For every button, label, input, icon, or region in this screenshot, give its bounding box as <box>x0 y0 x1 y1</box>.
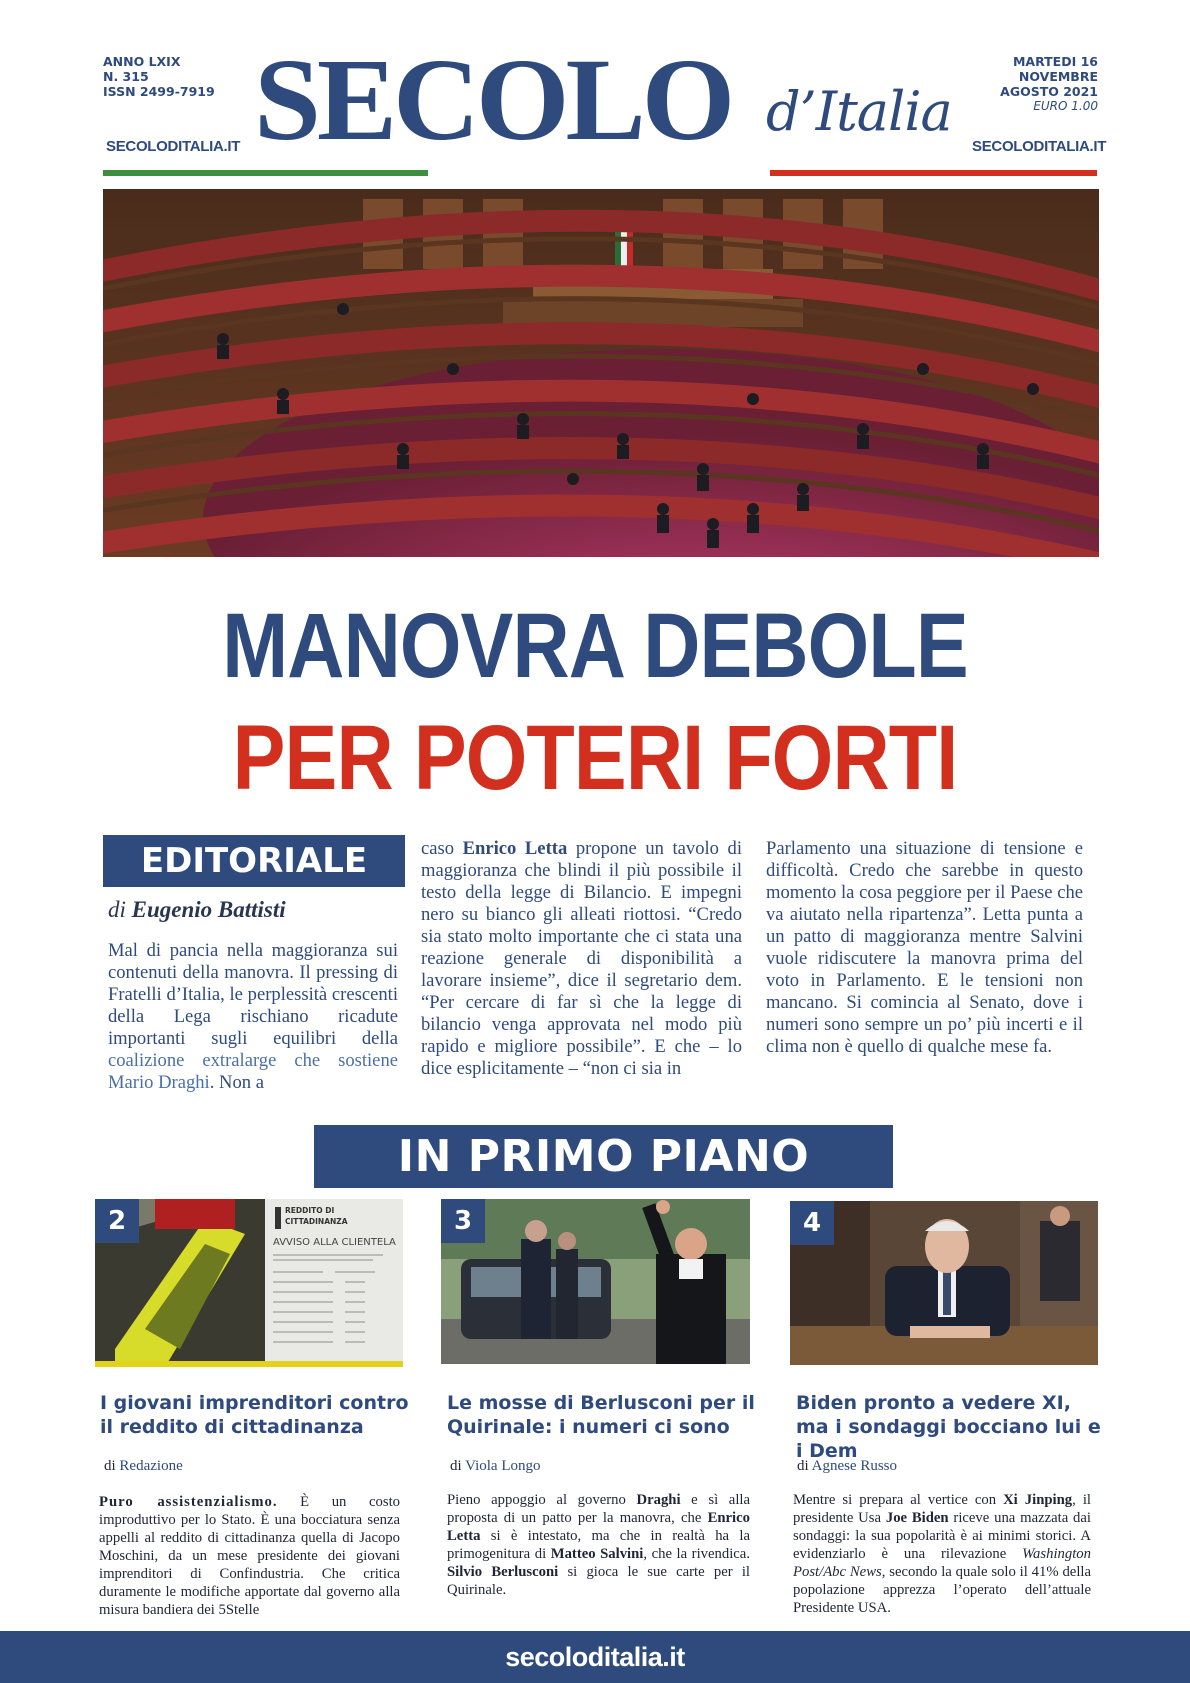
card-3-text-e: si gioca le sue carte per il Quirinale. <box>447 1564 750 1598</box>
date-month: NOVEMBRE <box>1018 69 1098 84</box>
card-3-text-a: Pieno appoggio al governo <box>447 1492 637 1508</box>
primo-piano-tag: IN PRIMO PIANO <box>314 1125 893 1188</box>
issue-year: ANNO LXIX <box>103 54 181 69</box>
card-3-by-prefix: di <box>450 1458 462 1474</box>
card-4-author: Agnese Russo <box>811 1458 898 1474</box>
headline-line-2: PER POTERI FORTI <box>232 707 958 809</box>
card-2-title[interactable]: I giovani imprenditori contro il reddito di cittadinanza <box>100 1392 409 1438</box>
site-link-left[interactable]: SECOLODITALIA.IT <box>106 138 241 155</box>
card-3-bold-berlusconi: Silvio Berlusconi <box>447 1564 559 1580</box>
editorial-col2-text-a: caso <box>421 838 463 859</box>
card-3-byline <box>450 1458 541 1475</box>
date-year: AGOSTO 2021 <box>1000 84 1098 99</box>
card-4-by-prefix: di <box>797 1458 809 1474</box>
card-4-image[interactable] <box>790 1201 1098 1365</box>
logo-secolo: SECOLO <box>254 34 732 165</box>
card-3-text <box>447 1491 750 1599</box>
coalition-link[interactable]: coalizione extralarge che sostiene Mario Draghi <box>108 1050 398 1093</box>
editorial-col1-text-b: . Non a <box>209 1072 264 1093</box>
card-4-byline <box>797 1458 897 1475</box>
issue-info <box>103 54 215 99</box>
editorial-column-3: Parlamento una situazione di tensione e difficoltà. Credo che sarebbe in questo momento la cosa peggiore per il Paese che va aiutato nella ripartenza”. Letta punta a un patto di maggioranza mentre Salvini vuole ridiscutere la manovra prima del voto in Parlamento. E le tensioni non mancano. Si comincia al Senato, dove i numeri sono sempre un po’ più incerti e il clima non è quello di qualche mese fa. <box>766 838 1083 1057</box>
logo-ditalia: d’Italia <box>766 80 952 143</box>
card-2-byline <box>104 1458 183 1475</box>
editorial-col1-text-a: Mal di pancia nella maggioranza sui contenuti della manovra. Il pressing di Fratelli d’Italia, le perplessità crescenti della Lega rischiano ricadute importanti sugli equilibri della <box>108 940 398 1049</box>
editorial-col2-bold: Enrico Letta <box>462 838 568 859</box>
card-3-author: Viola Longo <box>465 1458 541 1474</box>
card-2-by-prefix: di <box>104 1458 116 1474</box>
editorial-tag: EDITORIALE <box>103 835 405 887</box>
editorial-author: Eugenio Battisti <box>131 897 286 922</box>
card-3-bold-draghi: Draghi <box>636 1492 681 1508</box>
card-4-bold-xi: Xi Jinping <box>1003 1492 1073 1508</box>
card-4-text-b: , il presidente Usa <box>793 1492 1091 1526</box>
card-4-text-a: Mentre si prepara al vertice con <box>793 1492 1004 1508</box>
price: EURO 1.00 <box>1033 99 1098 113</box>
card-2-number: 2 <box>95 1199 139 1243</box>
card-3-text-b: e sì alla proposta di un patto per la manovra, che <box>447 1492 751 1526</box>
card-4-text-d: , secondo la quale solo il 41% della popolazione apprezza l’operato dell’attuale Presidente USA. <box>793 1564 1091 1616</box>
editorial-column-2 <box>421 838 742 1080</box>
date-day: MARTEDI 16 <box>1012 54 1098 69</box>
svg-text:REDDITO DI: REDDITO DI <box>285 1206 335 1215</box>
footer-site-link[interactable]: secoloditalia.it <box>505 1642 685 1672</box>
card-4-title[interactable]: Biden pronto a vedere XI, ma i sondaggi bocciano lui e i Dem <box>796 1392 1101 1462</box>
editorial-byline <box>108 897 286 923</box>
green-stripe <box>103 170 428 176</box>
svg-text:CITTADINANZA: CITTADINANZA <box>285 1217 348 1226</box>
card-3-image[interactable] <box>441 1199 750 1364</box>
date-info <box>1000 54 1098 114</box>
card-3-bold-salvini: Matteo Salvini <box>550 1546 644 1562</box>
issue-number: N. 315 <box>103 69 149 84</box>
byline-prefix: di <box>108 897 126 922</box>
headline-line-1: MANOVRA DEBOLE <box>222 595 968 697</box>
card-2-lead: Puro assistenzialismo. <box>99 1494 278 1510</box>
card-2-author: Redazione <box>119 1458 183 1474</box>
card-4-text-c: riceve una mazzata dai sondaggi: la sua popolarità è ai minimi storici. A evidenziarlo è una rilevazione <box>793 1510 1091 1562</box>
editorial-column-1 <box>108 940 398 1094</box>
card-4-text <box>793 1491 1091 1617</box>
senate-chamber-photo <box>103 189 1099 557</box>
card-2-body: È un costo improduttivo per lo Stato. È una bocciatura senza appelli al reddito di cittadinanza quella di Jacopo Moschini, da un mese presidente dei giovani imprenditori di Confindustria. Che critica duramente le modifiche apportate dal governo alla misura bandiera dei 5Stelle <box>99 1494 400 1618</box>
card-4-number: 4 <box>790 1201 834 1245</box>
card-3-title[interactable]: Le mosse di Berlusconi per il Quirinale: i numeri ci sono <box>447 1392 755 1438</box>
card-3-text-d: , che la rivendica. <box>643 1546 750 1562</box>
card-3-number: 3 <box>441 1199 485 1243</box>
site-link-right[interactable]: SECOLODITALIA.IT <box>972 138 1107 155</box>
card-4-italic-source: Washington Post/Abc News <box>793 1546 1091 1580</box>
card-2-text <box>99 1493 400 1619</box>
red-stripe <box>770 170 1097 176</box>
issn: ISSN 2499-7919 <box>103 84 215 99</box>
svg-text:AVVISO ALLA CLIENTELA: AVVISO ALLA CLIENTELA <box>273 1237 396 1248</box>
card-3-bold-letta: Enrico Letta <box>447 1510 750 1544</box>
card-2-image[interactable] <box>95 1199 403 1367</box>
card-3-text-c: si è intestato, ma che in realtà ha la primogenitura di <box>447 1528 750 1562</box>
card-4-bold-biden: Joe Biden <box>885 1510 949 1526</box>
editorial-col2-text-b: propone un tavolo di maggioranza che blindi il più possibile il testo della legge di Bilancio. E impegni nero su bianco gli alleati riottosi. “Credo sia stato molto importante che ci stata una reazione generale di disponibilità a lavorare insieme”, dice il segretario dem. “Per cercare di far sì che la legge di bilancio venga approvata nel modo più rapido e migliore possibile”. E che – lo dice esplicitamente – “non ci sia in <box>421 838 743 1079</box>
